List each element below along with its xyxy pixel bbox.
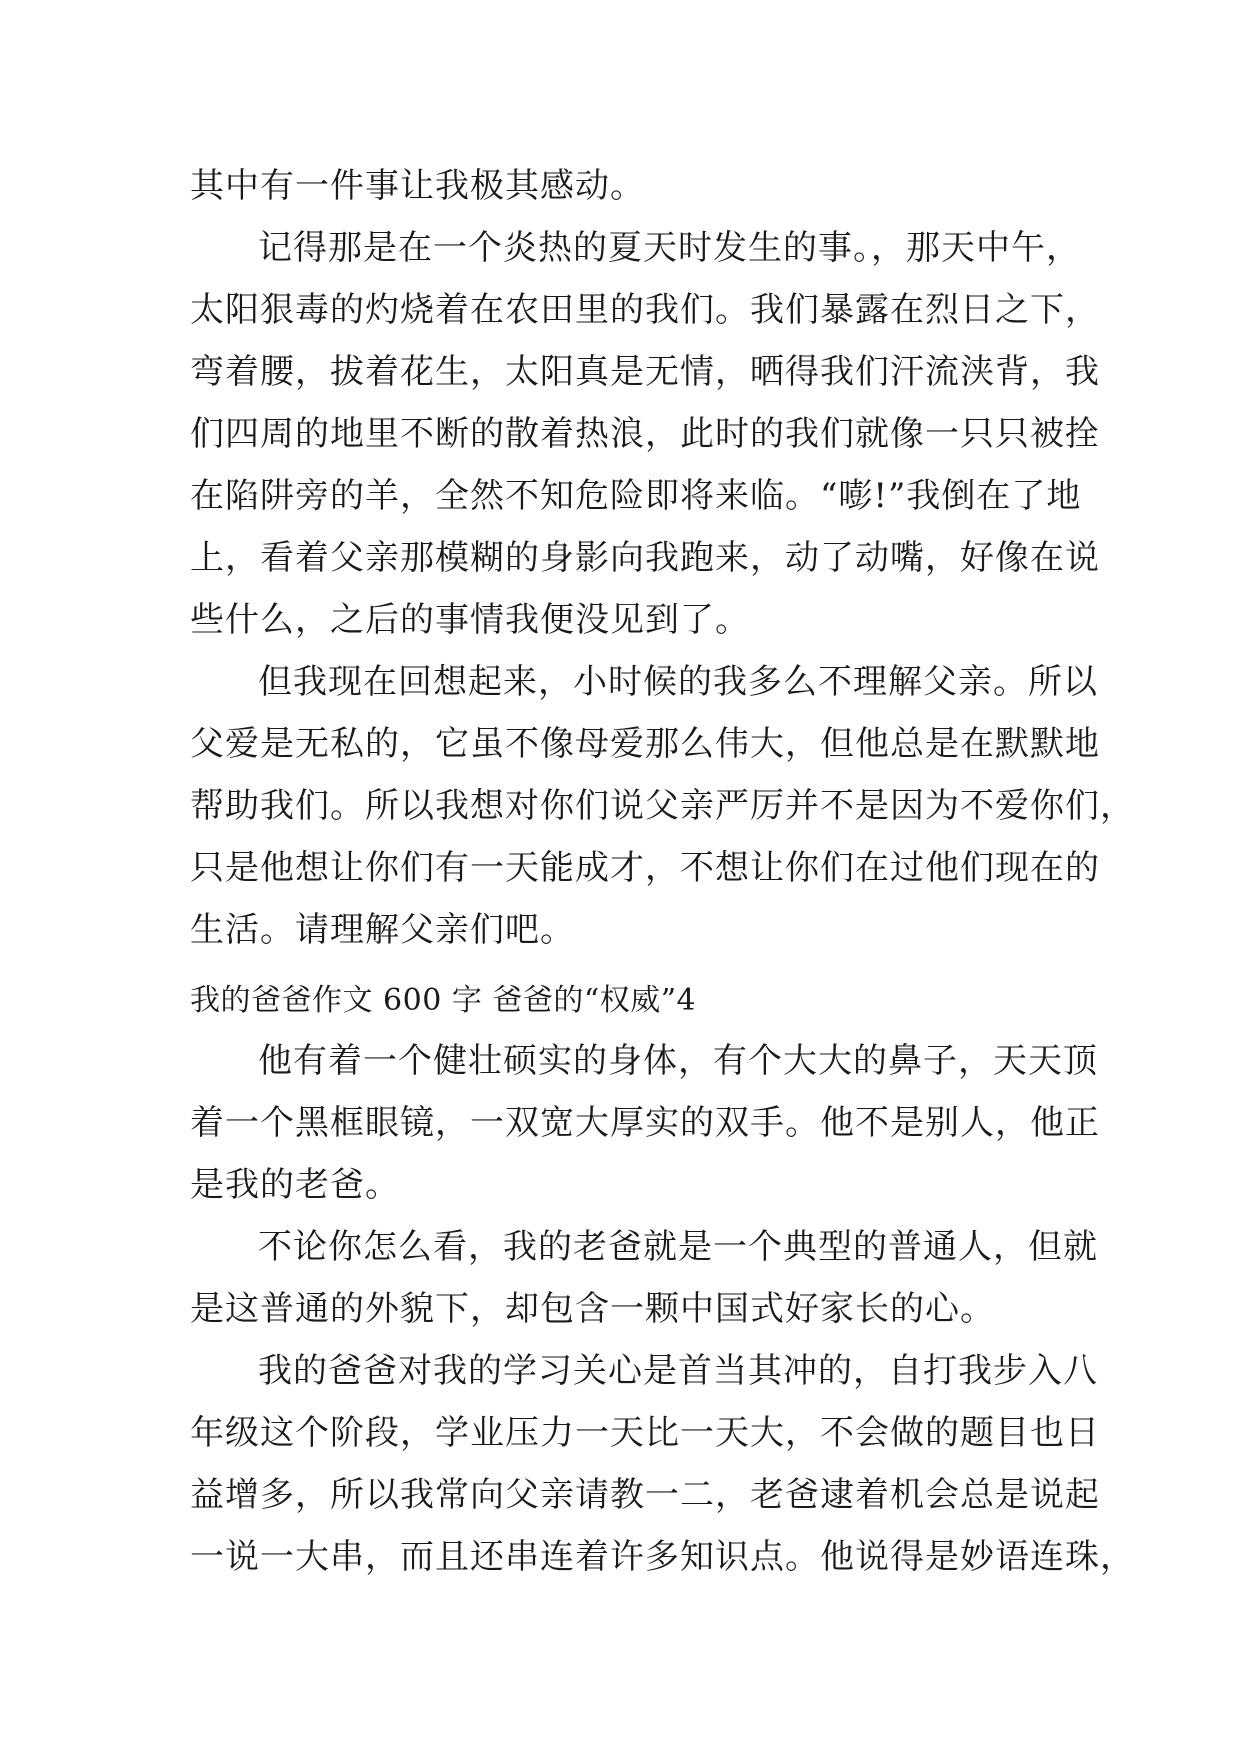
- text-line: 在陷阱旁的羊，全然不知危险即将来临。“嘭!”我倒在了地: [190, 476, 1082, 516]
- paragraph-study: [190, 1340, 1135, 1588]
- text-line: 些什么，之后的事情我便没见到了。: [190, 600, 750, 640]
- text-line: 是我的老爸。: [190, 1165, 400, 1205]
- text-line: 但我现在回想起来，小时候的我多么不理解父亲。所以: [258, 662, 1098, 702]
- essay-title: 我的爸爸作文 600 字 爸爸的“权威”4: [190, 983, 697, 1018]
- paragraph-memory: [190, 217, 1100, 651]
- text-line: 帮助我们。所以我想对你们说父亲严厉并不是因为不爱你们，: [190, 786, 1135, 826]
- text-line: 其中有一件事让我极其感动。: [190, 166, 645, 206]
- text-line: 记得那是在一个炎热的夏天时发生的事。，那天中午，: [258, 228, 1081, 268]
- text-line: 年级这个阶段，学业压力一天比一天大，不会做的题目也日: [190, 1413, 1100, 1453]
- paragraph-description: [190, 1030, 1100, 1216]
- text-line: 益增多，所以我常向父亲请教一二，老爸逮着机会总是说起: [190, 1475, 1100, 1515]
- text-line: 弯着腰，拔着花生，太阳真是无情，晒得我们汗流浃背，我: [190, 352, 1100, 392]
- paragraph-intro-end: [190, 155, 1060, 217]
- text-line: 父爱是无私的，它虽不像母爱那么伟大，但他总是在默默地: [190, 724, 1100, 764]
- text-line: 不论你怎么看，我的老爸就是一个典型的普通人，但就: [258, 1227, 1098, 1267]
- text-line: 们四周的地里不断的散着热浪，此时的我们就像一只只被拴: [190, 414, 1100, 454]
- text-line: 上，看着父亲那模糊的身影向我跑来，动了动嘴，好像在说: [190, 538, 1100, 578]
- text-line: 生活。请理解父亲们吧。: [190, 910, 575, 950]
- paragraph-ordinary: [190, 1216, 1098, 1340]
- text-line: 他有着一个健壮硕实的身体，有个大大的鼻子，天天顶: [258, 1041, 1098, 1081]
- text-line: 我的爸爸对我的学习关心是首当其冲的，自打我步入八: [258, 1351, 1098, 1391]
- text-line: 着一个黑框眼镜，一双宽大厚实的双手。他不是别人，他正: [190, 1103, 1100, 1143]
- text-line: 只是他想让你们有一天能成才，不想让你们在过他们现在的: [190, 848, 1100, 888]
- paragraph-reflection: [190, 651, 1135, 961]
- text-line: 太阳狠毒的灼烧着在农田里的我们。我们暴露在烈日之下，: [190, 290, 1100, 330]
- text-line: 一说一大串，而且还串连着许多知识点。他说得是妙语连珠，: [190, 1537, 1135, 1577]
- text-line: 是这普通的外貌下，却包含一颗中国式好家长的心。: [190, 1289, 995, 1329]
